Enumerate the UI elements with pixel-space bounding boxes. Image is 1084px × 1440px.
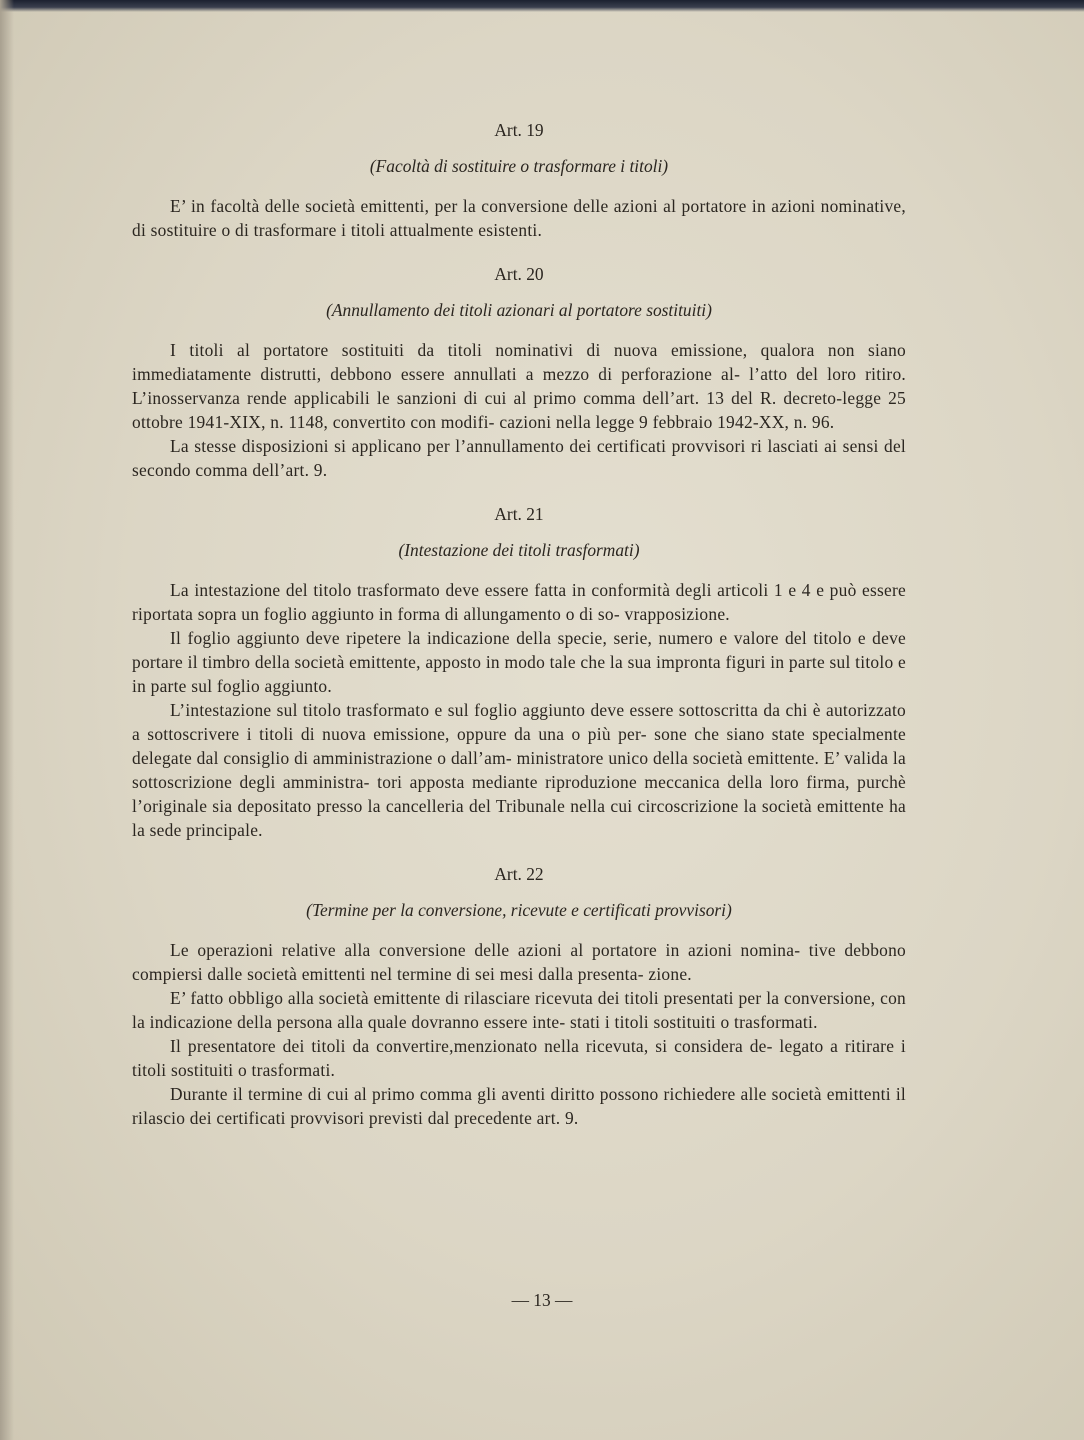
paragraph: I titoli al portatore sostituiti da titoli nominativi di nuova emissione, qualora non siano immediatamente distrutti, debbono essere annullati a mezzo di perforazione al- l’atto del loro ritiro. L’inosservanza rende applicabili le sanzioni di cui al primo comma dell’art. 13 del R. decreto-legge 25 ottobre 1941-XIX, n. 1148, convertito con modifi- cazioni nella legge 9 febbraio 1942-XX, n. 96. [132, 340, 906, 432]
article-number: Art. 19 [494, 120, 544, 140]
paragraph: Il foglio aggiunto deve ripetere la indicazione della specie, serie, numero e valore del titolo e deve portare il timbro della società emittente, apposto in modo tale che la sua impronta figuri in parte sul titolo e in parte sul foglio aggiunto. [132, 628, 906, 696]
page-top-edge [0, 0, 1084, 12]
paragraph: Il presentatore dei titoli da convertire,menzionato nella ricevuta, si considera de- legato a ritirare i titoli sostituiti o trasformati. [132, 1036, 906, 1080]
page-content [132, 118, 906, 1150]
paragraph: L’intestazione sul titolo trasformato e sul foglio aggiunto deve essere sottoscritta da chi è autorizzato a sottoscrivere i titoli di nuova emissione, oppure da una o più per- sone che siano state specialmente delegate dal consiglio di amministrazione o dall’am- ministratore unico della società emittente. E’ valida la sottoscrizione degli amministra- tori apposta mediante riproduzione meccanica della loro firma, purchè l’originale sia depositato presso la cancelleria del Tribunale nella cui circoscrizione la società emittente ha la sede principale. [132, 700, 906, 840]
paragraph: La intestazione del titolo trasformato deve essere fatta in conformità degli articoli 1 e 4 e può essere riportata sopra un foglio aggiunto in forma di allungamento o di so- vrapposizione. [132, 580, 906, 624]
paragraph: E’ in facoltà delle società emittenti, per la conversione delle azioni al portatore in azioni nominative, di sostituire o di trasformare i titoli attualmente esistenti. [132, 196, 906, 240]
paragraph: La stesse disposizioni si applicano per l’annullamento dei certificati provvisori ri lasciati ai sensi del secondo comma dell’art. 9. [132, 436, 906, 480]
paragraph: Durante il termine di cui al primo comma gli aventi diritto possono richiedere alle società emittenti il rilascio dei certificati provvisori previsti dal precedente art. 9. [132, 1084, 906, 1128]
article-heading: (Intestazione dei titoli trasformati) [398, 540, 640, 560]
page-left-edge [0, 0, 14, 1440]
article-number: Art. 21 [494, 504, 544, 524]
article-heading: (Annullamento dei titoli azionari al portatore sostituiti) [326, 300, 712, 320]
article-number: Art. 22 [494, 864, 544, 884]
article-20 [132, 262, 906, 482]
article-19 [132, 118, 906, 242]
article-number: Art. 20 [494, 264, 544, 284]
article-heading: (Facoltà di sostituire o trasformare i titoli) [369, 156, 669, 176]
article-heading: (Termine per la conversione, ricevute e certificati provvisori) [306, 900, 732, 920]
article-21 [132, 502, 906, 842]
page-number: — 13 — [511, 1290, 573, 1310]
paragraph: E’ fatto obbligo alla società emittente di rilasciare ricevuta dei titoli presentati per la conversione, con la indicazione della persona alla quale dovranno essere inte- stati i titoli sostituiti o trasformati. [132, 988, 906, 1032]
paragraph: Le operazioni relative alla conversione delle azioni al portatore in azioni nomina- tive debbono compiersi dalle società emittenti nel termine di sei mesi dalla presenta- zione. [132, 940, 906, 984]
article-22 [132, 862, 906, 1130]
